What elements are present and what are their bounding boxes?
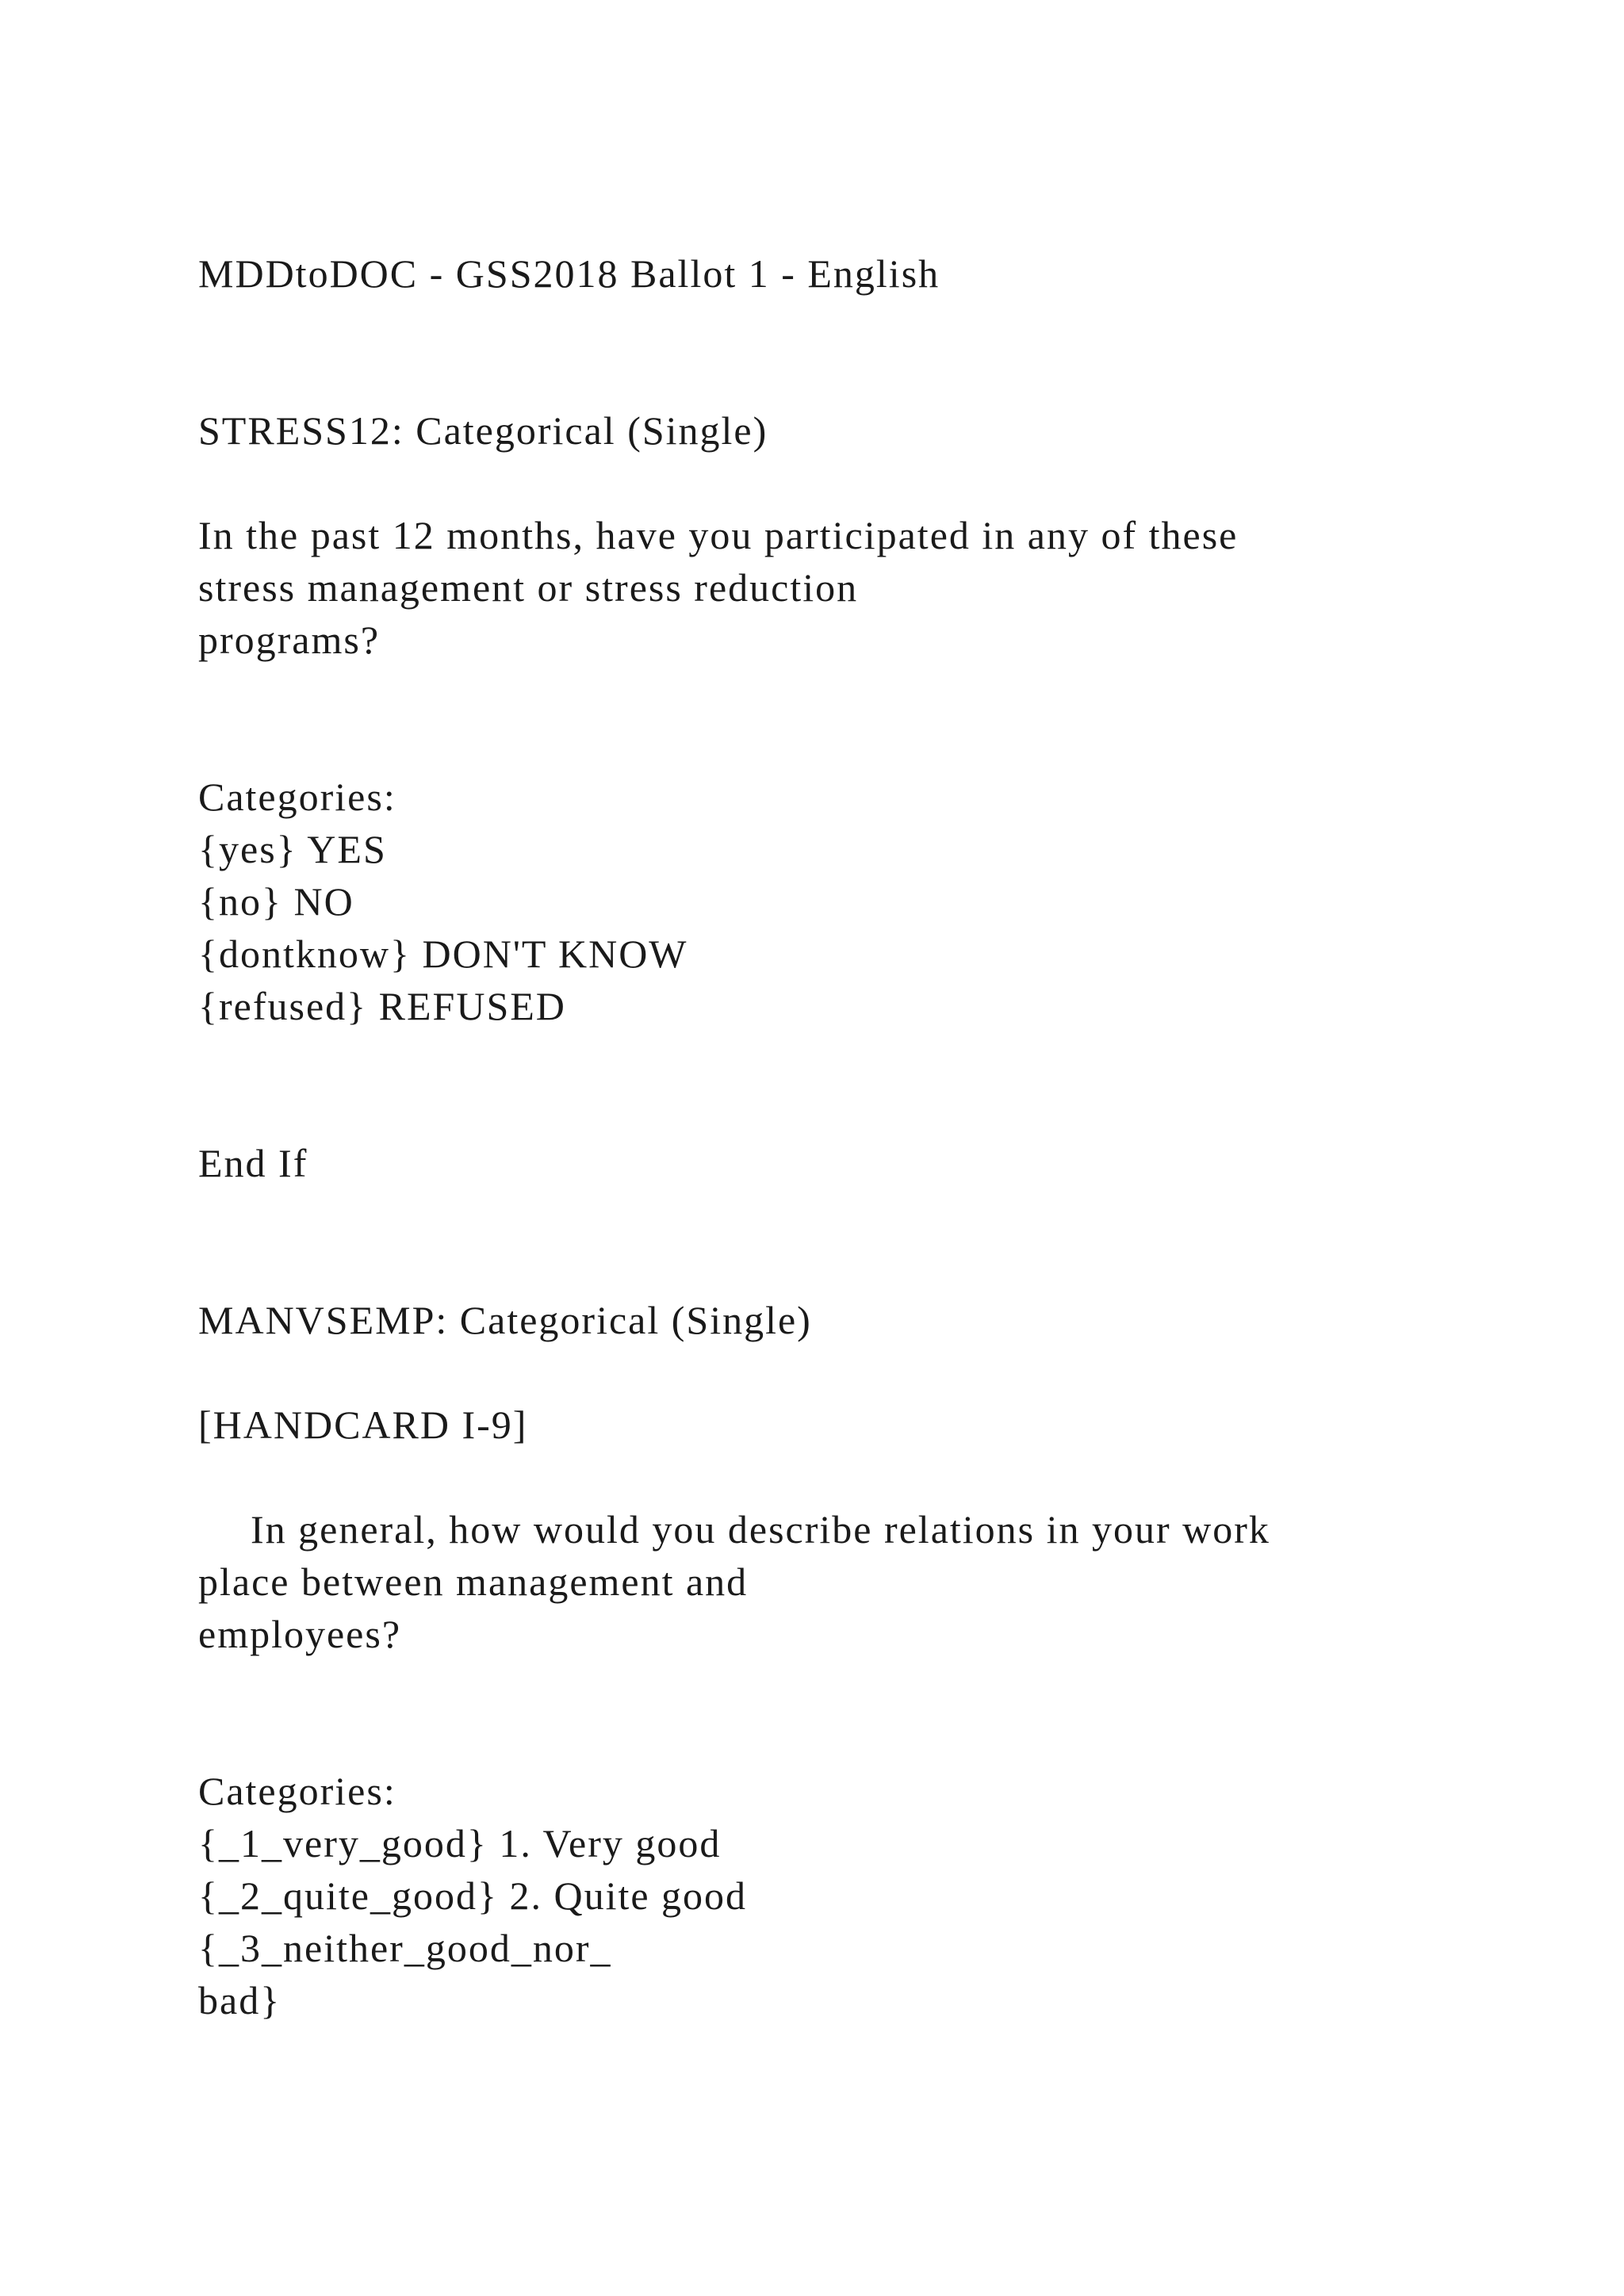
category-item: {no} NO [198,879,354,924]
category-item: bad} [198,1978,282,2022]
category-item: {refused} REFUSED [198,984,566,1028]
category-item: {_2_quite_good} 2. Quite good [198,1873,748,1918]
question-text-line: stress management or stress reduction [198,565,859,610]
categories-label: Categories: [198,1769,396,1813]
category-item: {yes} YES [198,827,387,871]
category-item: {dontknow} DON'T KNOW [198,932,688,976]
question-text-line: place between management and [198,1559,749,1604]
question-manvsemp [198,1294,1546,2026]
category-item: {_1_very_good} 1. Very good [198,1821,722,1866]
category-item: {_3_neither_good_nor_ [198,1926,612,1970]
handcard-note: [HANDCARD I-9] [198,1402,528,1447]
question-stress12 [198,404,1546,1032]
question-text-line: In the past 12 months, have you participated in any of these [198,513,1239,557]
question-title: MANVSEMP: Categorical (Single) [198,1298,812,1342]
question-text-line: employees? [198,1612,402,1656]
question-text-line: In general, how would you describe relations in your work [251,1507,1270,1552]
end-if: End If [198,1141,308,1185]
question-title: STRESS12: Categorical (Single) [198,408,768,453]
question-text-line: programs? [198,618,381,662]
categories-label: Categories: [198,775,396,819]
document-header: MDDtoDOC - GSS2018 Ballot 1 - English [198,251,940,296]
document-body [198,247,1546,2026]
